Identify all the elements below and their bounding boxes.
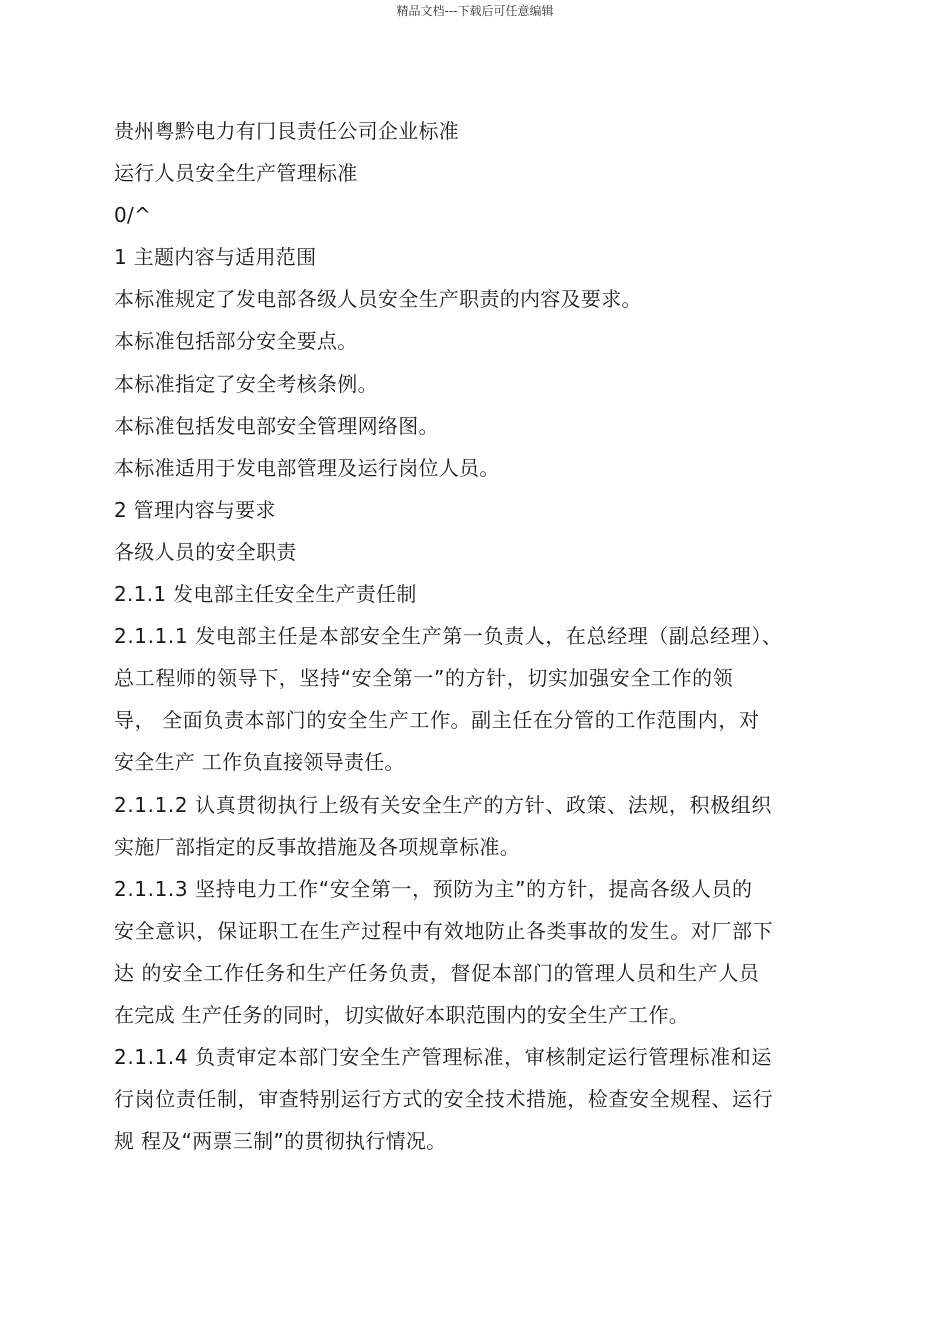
clause-line: 规 程及“两票三制”的贯彻执行情况。	[114, 1129, 447, 1154]
standard-name: 运行人员安全生产管理标准	[114, 161, 358, 186]
clause-line: 2.1.1.3 坚持电力工作“安全第一，预防为主”的方针，提高各级人员的	[114, 876, 753, 901]
subsection-heading: 各级人员的安全职责	[114, 539, 297, 564]
paragraph-line: 本标准包括发电部安全管理网络图。	[114, 413, 439, 438]
clause-line: 2.1.1.4 负责审定本部门安全生产管理标准，审核制定运行管理标准和运	[114, 1045, 772, 1070]
section-heading-1: 1 主题内容与适用范围	[114, 245, 317, 270]
download-watermark: 精品文档---下载后可任意编辑	[396, 4, 554, 18]
clause-heading-2-1-1: 2.1.1 发电部主任安全生产责任制	[114, 582, 417, 607]
paragraph-line: 本标准包括部分安全要点。	[114, 329, 358, 354]
paragraph-line: 本标准指定了安全考核条例。	[114, 371, 378, 396]
clause-line: 导， 全面负责本部门的安全生产工作。副主任在分管的工作范围内，对	[114, 708, 760, 733]
standard-code: 0/^	[114, 203, 152, 228]
clause-line: 安全生产 工作负直接领导责任。	[114, 750, 405, 775]
paragraph-line: 本标准适用于发电部管理及运行岗位人员。	[114, 455, 500, 480]
clause-line: 总工程师的领导下，坚持“安全第一”的方针，切实加强安全工作的领	[114, 666, 734, 691]
clause-line: 达 的安全工作任务和生产任务负责，督促本部门的管理人员和生产人员	[114, 960, 760, 985]
clause-line: 行岗位责任制，审查特别运行方式的安全技术措施，检查安全规程、运行	[114, 1087, 774, 1112]
clause-line: 2.1.1.2 认真贯彻执行上级有关安全生产的方针、政策、法规，积极组织	[114, 792, 772, 817]
clause-line: 实施厂部指定的反事故措施及各项规章标准。	[114, 834, 520, 859]
clause-line: 2.1.1.1 发电部主任是本部安全生产第一负责人，在总经理（副总经理）、	[114, 624, 783, 649]
clause-line: 在完成 生产任务的同时，切实做好本职范围内的安全生产工作。	[114, 1002, 690, 1027]
company-standard-title: 贵州粤黔电力有冂艮责任公司企业标准	[114, 119, 460, 143]
clause-line: 安全意识，保证职工在生产过程中有效地防止各类事故的发生。对厂部下	[114, 918, 774, 943]
section-heading-2: 2 管理内容与要求	[114, 497, 276, 522]
paragraph-line: 本标准规定了发电部各级人员安全生产职责的内容及要求。	[114, 287, 642, 312]
document-body	[114, 110, 844, 1162]
